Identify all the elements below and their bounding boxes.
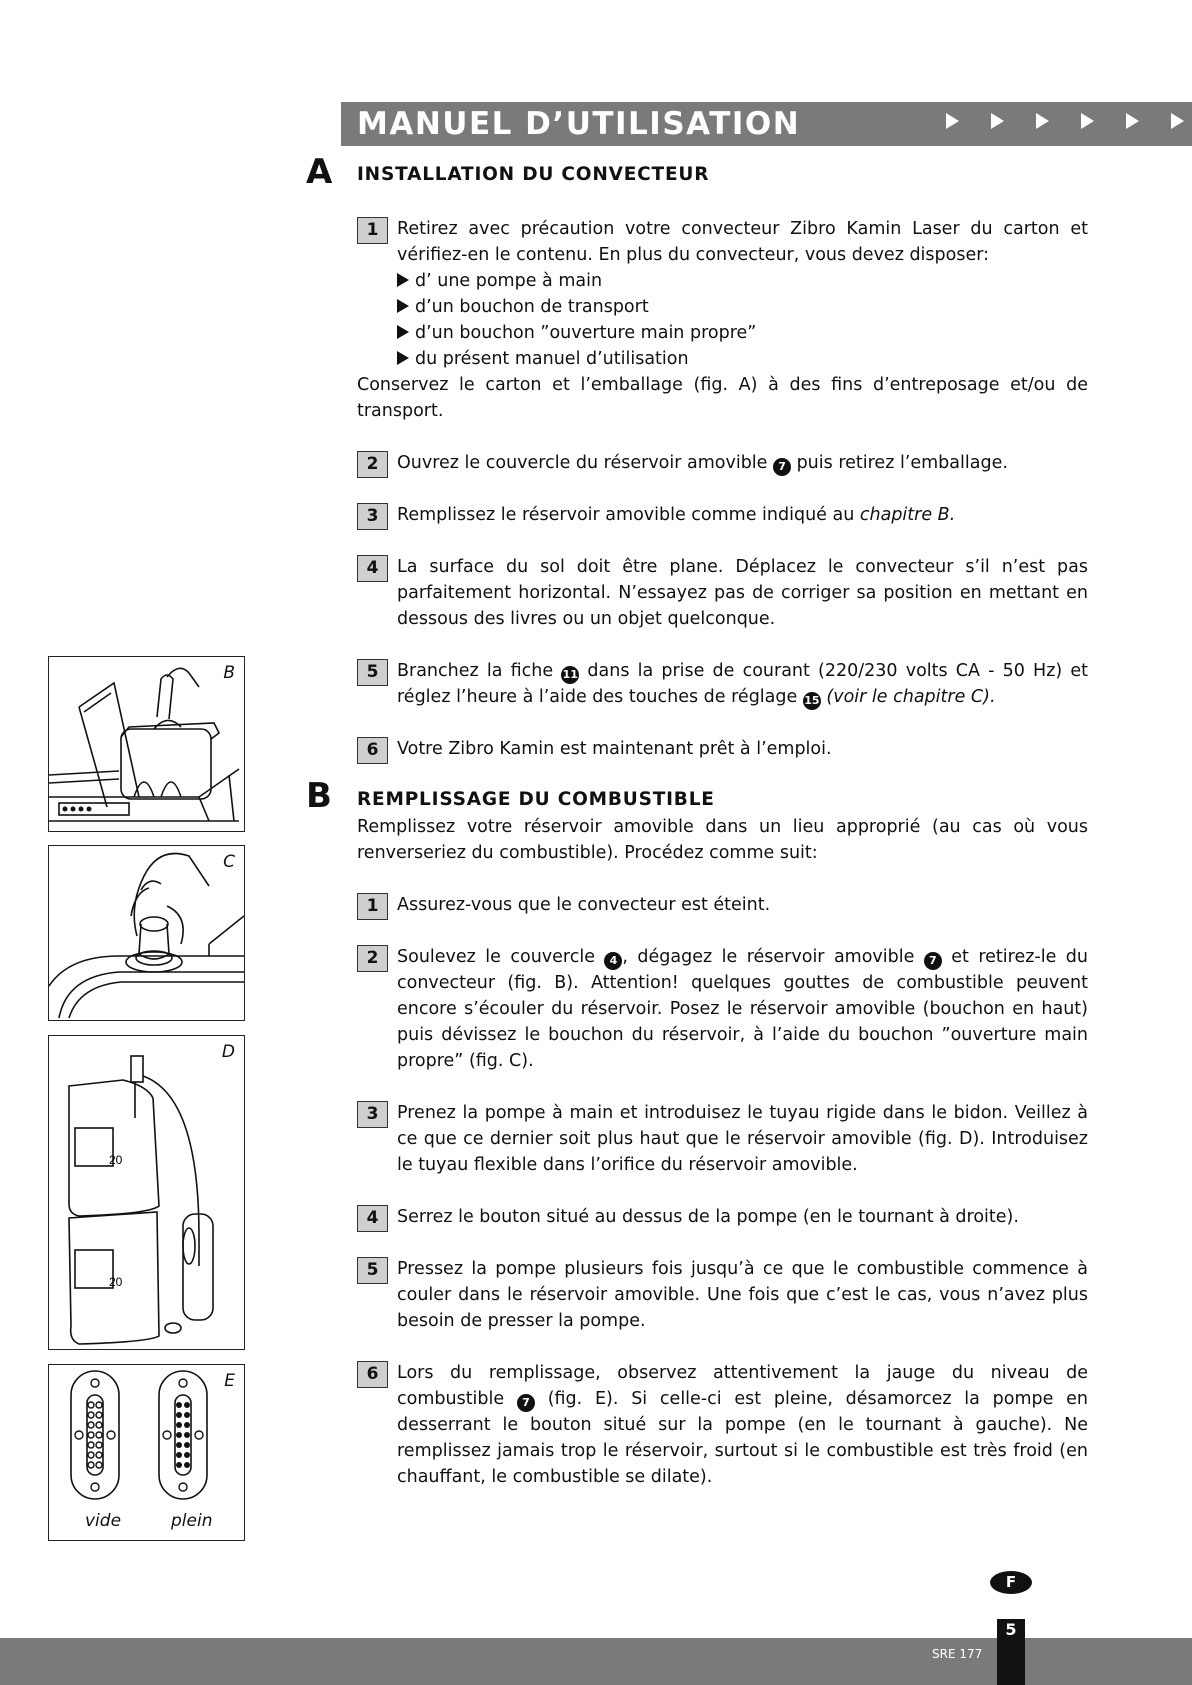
step-text: Soulevez le couvercle 4 , dégagez le réservoir amovible 7 et retirez-le du convecteur (fig. B). Attention! quelques gouttes de combustible peuvent encore s’écouler du réservoir. Posez le réservoir amovible (bouchon en haut) puis dévissez le bouchon du réservoir, à l’aide du bouchon ”ouverture main propre” (fig. C). xyxy=(397,947,1089,1071)
step-text: Votre Zibro Kamin est maintenant prêt à l’emploi. xyxy=(397,739,832,759)
step-text: Remplissez le réservoir amovible comme indiqué au chapitre B. xyxy=(397,505,956,525)
section-a-title: INSTALLATION DU CONVECTEUR xyxy=(357,164,710,185)
step-number: 3 xyxy=(357,503,388,530)
bullet-item: d’un bouchon ”ouverture main propre” xyxy=(397,320,1088,346)
conserve-paragraph: Conservez le carton et l’emballage (fig. A) à des fins d’entreposage et/ou de transport. xyxy=(357,375,1088,421)
bullet-item: du présent manuel d’utilisation xyxy=(397,346,1088,372)
arrow-icon xyxy=(946,113,959,129)
cap-unscrew-illustration xyxy=(49,846,244,1020)
arrow-icon xyxy=(991,113,1004,129)
step-text: La surface du sol doit être plane. Déplacez le convecteur s’il n’est pas parfaitement horizontal. N’essayez pas de corriger sa position en mettant en dessous des livres ou un objet quelconque. xyxy=(397,557,1088,629)
figure-d xyxy=(48,1035,245,1350)
can-label: 20 xyxy=(109,1275,123,1289)
fuel-pump-illustration xyxy=(49,1036,244,1349)
document-code: SRE 177 xyxy=(932,1647,983,1661)
step-text: Ouvrez le couvercle du réservoir amovible 7 puis retirez l’emballage. xyxy=(397,450,1088,476)
step-number: 4 xyxy=(357,1205,388,1232)
arrow-icon xyxy=(1036,113,1049,129)
header-banner xyxy=(341,102,1192,146)
step-number: 4 xyxy=(357,555,388,582)
reference-number-icon: 4 xyxy=(604,952,622,970)
figure-letter: C xyxy=(223,852,235,872)
step-text: Prenez la pompe à main et introduisez le tuyau rigide dans le bidon. Veillez à ce que ce dernier soit plus haut que le réservoir amovible (fig. D). Introduisez le tuyau flexible dans l’orifice du réservoir amovible. xyxy=(397,1103,1088,1175)
figure-e xyxy=(48,1364,245,1541)
step-text: Serrez le bouton situé au dessus de la pompe (en le tournant à droite). xyxy=(397,1207,1019,1227)
reference-number-icon: 7 xyxy=(924,952,942,970)
step-number: 5 xyxy=(357,1257,388,1284)
step-text: Branchez la fiche 11 dans la prise de courant (220/230 volts CA - 50 Hz) et réglez l’heure à l’aide des touches de réglage 15 (voir le chapitre C). xyxy=(397,658,1088,710)
reference-number-icon: 7 xyxy=(517,1394,535,1412)
language-badge: F xyxy=(990,1571,1032,1594)
triangle-bullet-icon xyxy=(397,351,409,365)
can-label: 20 xyxy=(109,1153,123,1167)
bullet-item: d’ une pompe à main xyxy=(397,268,1088,294)
page-title: MANUEL D’UTILISATION xyxy=(357,106,801,142)
step-number: 2 xyxy=(357,451,388,478)
fuel-gauge-illustration xyxy=(49,1365,244,1540)
figure-b xyxy=(48,656,245,832)
heater-tank-illustration xyxy=(49,657,244,831)
figure-letter: B xyxy=(223,663,235,683)
step-text: Retirez avec précaution votre convecteur Zibro Kamin Laser du carton et vérifiez-en le contenu. En plus du convecteur, vous devez disposer: d’ une pompe à main d’un bouchon de transport d’un bouchon ”ouverture main propre” du présent manuel d’utilisation xyxy=(397,216,1088,372)
triangle-bullet-icon xyxy=(397,325,409,339)
arrow-icon xyxy=(1171,113,1184,129)
figure-letter: E xyxy=(224,1371,235,1391)
step-number: 6 xyxy=(357,1361,388,1388)
figure-letter: D xyxy=(221,1042,235,1062)
section-b-letter: B xyxy=(306,776,332,816)
step-number: 1 xyxy=(357,893,388,920)
bullet-item: d’un bouchon de transport xyxy=(397,294,1088,320)
triangle-bullet-icon xyxy=(397,273,409,287)
page-number-box xyxy=(997,1619,1025,1685)
step-text: Pressez la pompe plusieurs fois jusqu’à ce que le combustible commence à couler dans le réservoir amovible. Une fois que c’est le cas, vous n’avez plus besoin de presser la pompe. xyxy=(397,1259,1088,1331)
section-b-intro: Remplissez votre réservoir amovible dans un lieu approprié (au cas où vous renverseriez du combustible). Procédez comme suit: xyxy=(357,817,1088,863)
reference-number-icon: 7 xyxy=(773,458,791,476)
step-number: 2 xyxy=(357,945,388,972)
section-b-title: REMPLISSAGE DU COMBUSTIBLE xyxy=(357,789,715,810)
arrow-icon xyxy=(1081,113,1094,129)
figure-c xyxy=(48,845,245,1021)
step-number: 3 xyxy=(357,1101,388,1128)
step-number: 5 xyxy=(357,659,388,686)
banner-arrows xyxy=(946,113,1184,129)
reference-number-icon: 11 xyxy=(561,666,579,684)
reference-number-icon: 15 xyxy=(803,692,821,710)
step-text: Assurez-vous que le convecteur est éteint. xyxy=(397,895,771,915)
step-number: 6 xyxy=(357,737,388,764)
step-number: 1 xyxy=(357,217,388,244)
page-number: 5 xyxy=(1005,1620,1017,1639)
section-a-letter: A xyxy=(306,152,333,192)
triangle-bullet-icon xyxy=(397,299,409,313)
gauge-full-caption: plein xyxy=(171,1511,213,1531)
arrow-icon xyxy=(1126,113,1139,129)
gauge-empty-caption: vide xyxy=(85,1511,122,1531)
step-text: Lors du remplissage, observez attentivement la jauge du niveau de combustible 7 (fig. E). Si celle-ci est pleine, désamorcez la pompe en desserrant le bouton situé sur la pompe (en le tournant à gauche). Ne remplissez jamais trop le réservoir, surtout si le combustible est très froid (en chauffant, le combustible se dilate). xyxy=(397,1363,1088,1487)
